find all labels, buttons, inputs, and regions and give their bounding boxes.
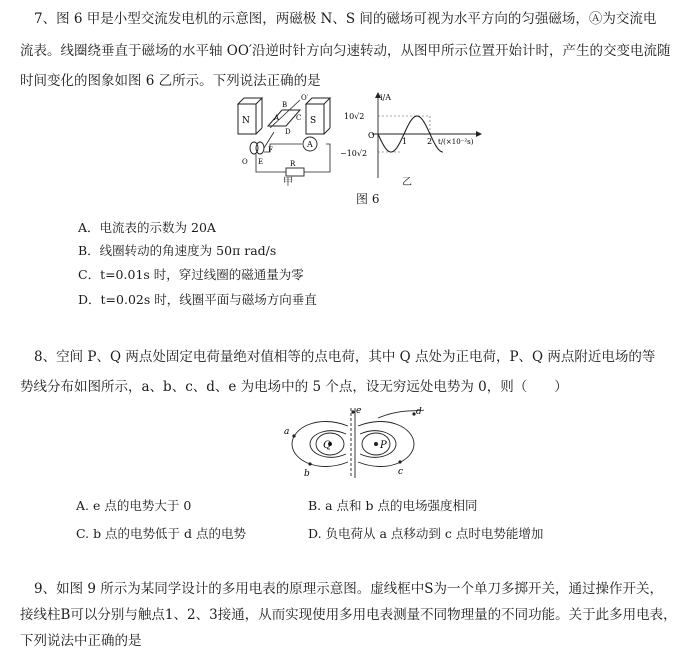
magnet-n-label: N bbox=[242, 116, 250, 126]
y-tick-zero: O bbox=[368, 131, 375, 140]
resistor-r-label: R bbox=[290, 160, 296, 168]
q9-stem-line-3: 下列说法中正确的是 bbox=[20, 633, 142, 649]
axis-oprime-label: O′ bbox=[301, 94, 309, 102]
q8-option-c: C. b 点的电势低于 d 点的电势 bbox=[76, 526, 246, 541]
axis-o-label: O bbox=[242, 158, 248, 166]
point-a-label: a bbox=[284, 427, 290, 437]
q8-option-d: D. 负电荷从 a 点移动到 c 点时电势能增加 bbox=[308, 526, 544, 541]
q7-stem-line-3: 时间变化的图象如图 6 乙所示。下列说法正确的是 bbox=[20, 73, 321, 89]
point-b-label: b bbox=[304, 469, 310, 479]
magnet-s-label: S bbox=[310, 116, 317, 126]
q7-option-a: A．电流表的示数为 20A bbox=[78, 220, 216, 235]
ring-e-label: E bbox=[258, 158, 264, 166]
q9-stem-line-2: 接线柱B可以分别与触点1、2、3接通，从而实现使用多用电表测量不同物理量的不同功能。关于此多用电表， bbox=[20, 607, 677, 623]
brush-f-label: F bbox=[268, 146, 273, 154]
q8-option-b: B. a 点和 b 点的电场强度相同 bbox=[308, 498, 478, 513]
charge-q-label: Q bbox=[323, 440, 332, 451]
point-c-label: c bbox=[398, 467, 404, 477]
q9-stem-line-1: 9、如图 9 所示为某同学设计的多用电表的原理示意图。虚线框中S为一个单刀多掷开关，通过操作开关， bbox=[34, 581, 664, 597]
charge-p-label: P bbox=[380, 440, 387, 451]
equipotential-diagram bbox=[278, 404, 438, 480]
q7-option-b: B．线圈转动的角速度为 50π rad/s bbox=[78, 243, 277, 258]
fig6-left-label: 甲 bbox=[283, 177, 293, 188]
coil-d-label: D bbox=[285, 128, 291, 136]
q7-stem-line-1: 7、图 6 甲是小型交流发电机的示意图，两磁极 N、S 间的磁场可视为水平方向的匀强磁场，Ⓐ为交流电 bbox=[34, 11, 657, 27]
q8-stem-line-2: 势线分布如图所示，a、b、c、d、e 为电场中的 5 个点，设无穷远处电势为 0，则（ ） bbox=[20, 379, 568, 395]
generator-diagram bbox=[230, 92, 350, 184]
ammeter-label: A bbox=[307, 140, 313, 149]
q8-option-a: A. e 点的电势大于 0 bbox=[76, 498, 192, 513]
q7-option-c: C．t=0.01s 时，穿过线圈的磁通量为零 bbox=[78, 267, 304, 282]
x-tick-2: 2 bbox=[427, 137, 433, 146]
y-tick-negative: −10√2 bbox=[340, 149, 368, 158]
point-e-label: e bbox=[356, 406, 362, 416]
coil-c-label: C bbox=[296, 114, 302, 122]
x-axis-label: t/(×10⁻²s) bbox=[438, 138, 474, 146]
current-time-graph bbox=[340, 90, 490, 184]
x-tick-1: 1 bbox=[402, 137, 408, 146]
y-axis-label: i/A bbox=[380, 93, 392, 102]
fig6-right-label: 乙 bbox=[402, 177, 412, 188]
coil-a-label: A bbox=[274, 114, 280, 122]
fig6-caption: 图 6 bbox=[356, 192, 380, 206]
coil-b-label: B bbox=[282, 101, 288, 109]
q7-option-d: D．t=0.02s 时，线圈平面与磁场方向垂直 bbox=[78, 292, 317, 307]
q7-stem-line-2: 流表。线圈绕垂直于磁场的水平轴 OO′沿逆时针方向匀速转动，从图甲所示位置开始计时，产生的交变电流随 bbox=[20, 43, 671, 59]
q8-stem-line-1: 8、空间 P、Q 两点处固定电荷量绝对值相等的点电荷，其中 Q 点处为正电荷，P、Q 两点附近电场的等 bbox=[34, 349, 656, 365]
point-d-label: d bbox=[416, 407, 422, 417]
y-tick-positive: 10√2 bbox=[344, 112, 365, 121]
